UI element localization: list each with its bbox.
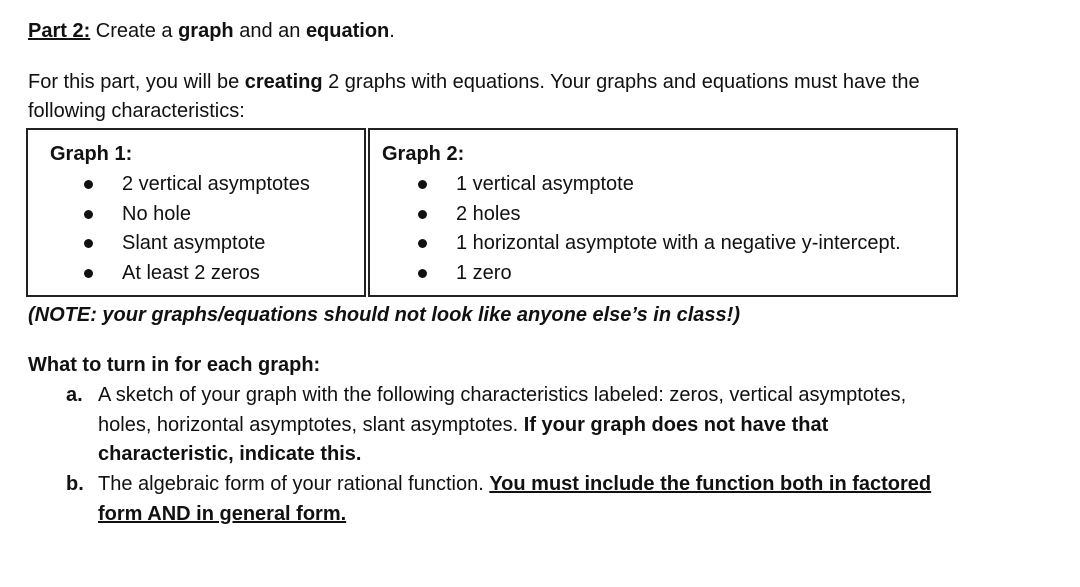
list-item (418, 229, 901, 259)
graph-1-box (26, 128, 366, 297)
item-b-text: The algebraic form of your rational function. (98, 473, 490, 495)
part-label: Part 2: (28, 20, 91, 42)
item-a-text: holes, horizontal asymptotes, slant asymptotes. (98, 414, 524, 436)
note-text: (NOTE: your graphs/equations should not look like anyone else’s in class!) (28, 304, 740, 326)
bullet-icon (84, 239, 93, 248)
intro-line-1 (28, 68, 920, 97)
list-item-text: 1 zero (456, 261, 512, 284)
list-item (84, 229, 310, 259)
turn-in-heading: What to turn in for each graph: (28, 354, 321, 376)
intro-text-a: For this part, you will be (28, 71, 245, 93)
bullet-icon (84, 210, 93, 219)
heading-text-3: . (389, 20, 395, 42)
graph-2-title: Graph 2: (382, 143, 465, 165)
list-item (418, 259, 901, 289)
list-item (418, 170, 901, 200)
list-item-text: 2 holes (456, 202, 521, 225)
graph-1-list (84, 170, 310, 288)
heading-text-1: Create a (90, 20, 179, 42)
intro-line-2: following characteristics: (28, 100, 245, 122)
item-b-line-1 (98, 470, 931, 499)
item-b-label: b. (66, 473, 84, 495)
heading-bold-graph: graph (178, 20, 234, 42)
bullet-icon (418, 180, 427, 189)
list-item (418, 200, 901, 230)
graph-1-title: Graph 1: (50, 143, 133, 165)
list-item-text: No hole (122, 202, 191, 225)
list-item (84, 259, 310, 289)
item-b-line-2: form AND in general form. (98, 503, 347, 525)
list-item (84, 170, 310, 200)
bullet-icon (418, 210, 427, 219)
intro-bold-creating: creating (244, 71, 323, 93)
item-a-bold-text: If your graph does not have that (523, 414, 829, 436)
bullet-icon (418, 239, 427, 248)
heading-text-2: and an (233, 20, 306, 42)
item-a-line-1: A sketch of your graph with the following characteristics labeled: zeros, vertical asymptotes, (98, 384, 907, 406)
heading-bold-equation: equation (305, 20, 390, 42)
list-item-text: 1 vertical asymptote (456, 173, 634, 195)
graph-2-list (418, 170, 901, 288)
item-a-line-3: characteristic, indicate this. (98, 443, 362, 465)
list-item-text: 2 vertical asymptotes (122, 173, 310, 195)
intro-text-b: 2 graphs with equations. Your graphs and equations must have the (322, 71, 920, 93)
bullet-icon (418, 269, 427, 278)
part-heading (28, 17, 395, 46)
graph-2-box (368, 128, 958, 297)
list-item-text: 1 horizontal asymptote with a negative y-intercept. (456, 232, 901, 254)
bullet-icon (84, 180, 93, 189)
list-item-text: Slant asymptote (122, 232, 266, 254)
item-a-label: a. (66, 384, 83, 406)
list-item (84, 200, 310, 230)
bullet-icon (84, 269, 93, 278)
item-b-bold-underlined: You must include the function both in factored (489, 473, 932, 495)
list-item-text: At least 2 zeros (122, 261, 260, 284)
item-a-line-2 (98, 411, 828, 440)
